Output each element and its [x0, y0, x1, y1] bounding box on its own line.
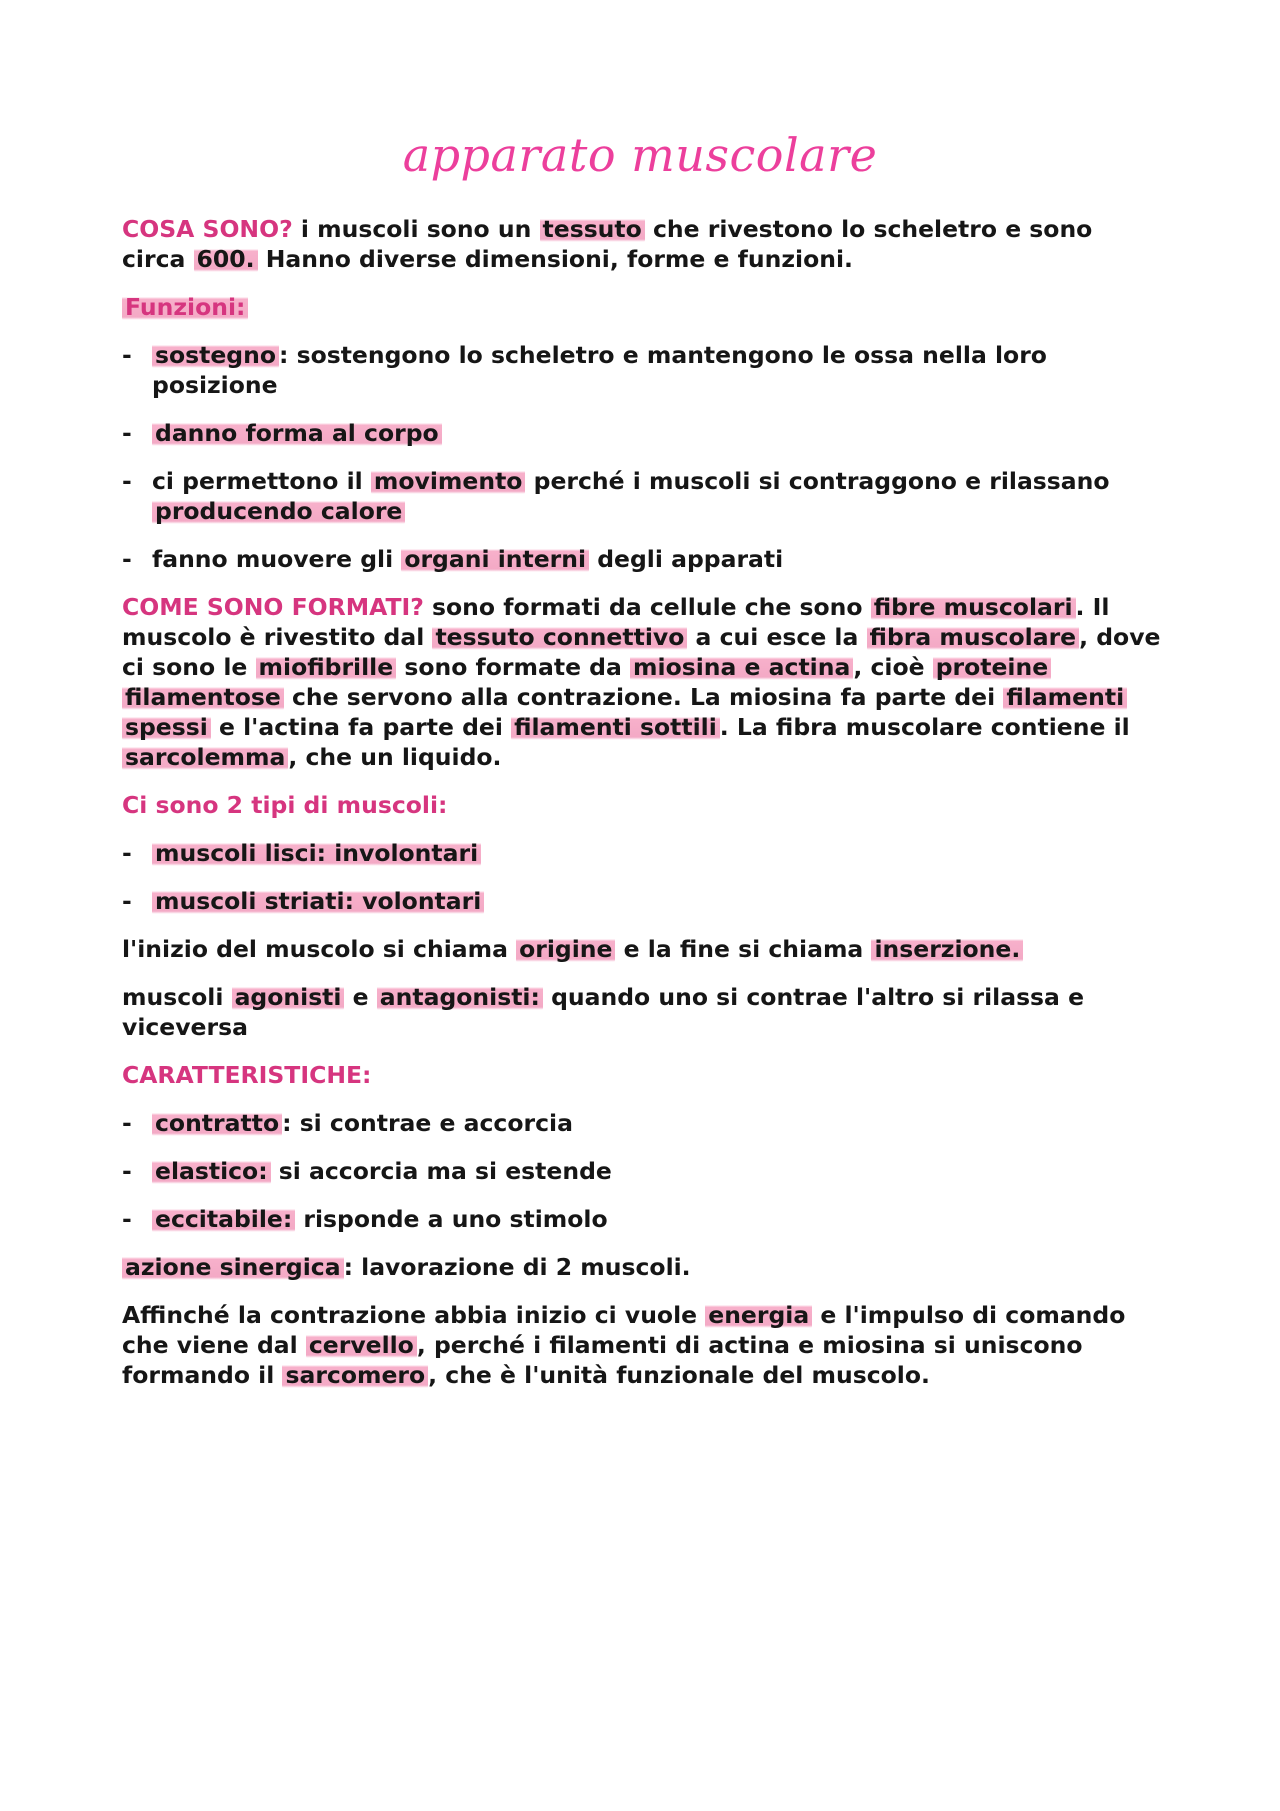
section-label: COME SONO FORMATI?: [122, 593, 424, 621]
section-label-tipi: [122, 790, 1162, 820]
section-label: Funzioni:: [122, 293, 248, 321]
intro-paragraph: COSA SONO? i muscoli sono un tessuto che rivestono lo scheletro e sono circa 600. Hanno diverse dimensioni, forme e funzioni.: [122, 215, 1093, 273]
section-label-caratteristiche: [122, 1060, 1162, 1090]
caratteristiche-list: [122, 1108, 1162, 1234]
highlight: 600.: [194, 245, 258, 273]
list-item: - ci permettono il movimento perché i muscoli si contraggono e rilassano producendo calore: [122, 466, 1162, 526]
section-label: COSA SONO?: [122, 215, 293, 243]
list-item: - danno forma al corpo: [122, 418, 1162, 448]
list-item: - eccitabile: risponde a uno stimolo: [122, 1204, 1162, 1234]
tipi-list: [122, 838, 1162, 916]
highlight: tessuto: [540, 215, 645, 243]
list-item: - contratto : si contrae e accorcia: [122, 1108, 1162, 1138]
list-item: - muscoli lisci: involontari: [122, 838, 1162, 868]
list-item: - muscoli striati: volontari: [122, 886, 1162, 916]
notes-body: [122, 214, 1162, 1408]
section-label: Ci sono 2 tipi di muscoli:: [122, 791, 448, 819]
section-label-funzioni: [122, 292, 1162, 322]
list-item: - elastico: si accorcia ma si estende: [122, 1156, 1162, 1186]
section-label: CARATTERISTICHE:: [122, 1061, 372, 1089]
sinergica-paragraph: azione sinergica : lavorazione di 2 muscoli.: [122, 1252, 1162, 1282]
list-item: - sostegno : sostengono lo scheletro e mantengono le ossa nella loro posizione: [122, 340, 1162, 400]
page-title: apparato muscolare: [402, 128, 878, 182]
funzioni-list: [122, 340, 1162, 574]
origine-paragraph: l'inizio del muscolo si chiama origine e la fine si chiama inserzione.: [122, 934, 1162, 964]
formati-paragraph: COME SONO FORMATI? sono formati da cellule che sono fibre muscolari . Il muscolo è rivestito dal tessuto connettivo a cui esce la fibra muscolare , dove ci sono le miofibrille sono formate da miosina e actina , cioè proteine filamentose che servono alla contrazione. La miosina fa parte dei filamenti spessi e l'actina fa parte dei filamenti sottili . La fibra muscolare contiene il sarcolemma , che un liquido.: [122, 593, 1161, 771]
list-item: - fanno muovere gli organi interni degli apparati: [122, 544, 1162, 574]
energia-paragraph: Affinché la contrazione abbia inizio ci vuole energia e l'impulso di comando che viene dal cervello , perché i filamenti di actina e miosina si uniscono formando il sarcomero , che è l'unità funzionale del muscolo.: [122, 1301, 1126, 1389]
agonisti-paragraph: muscoli agonisti e antagonisti: quando uno si contrae l'altro si rilassa e viceversa: [122, 983, 1085, 1041]
